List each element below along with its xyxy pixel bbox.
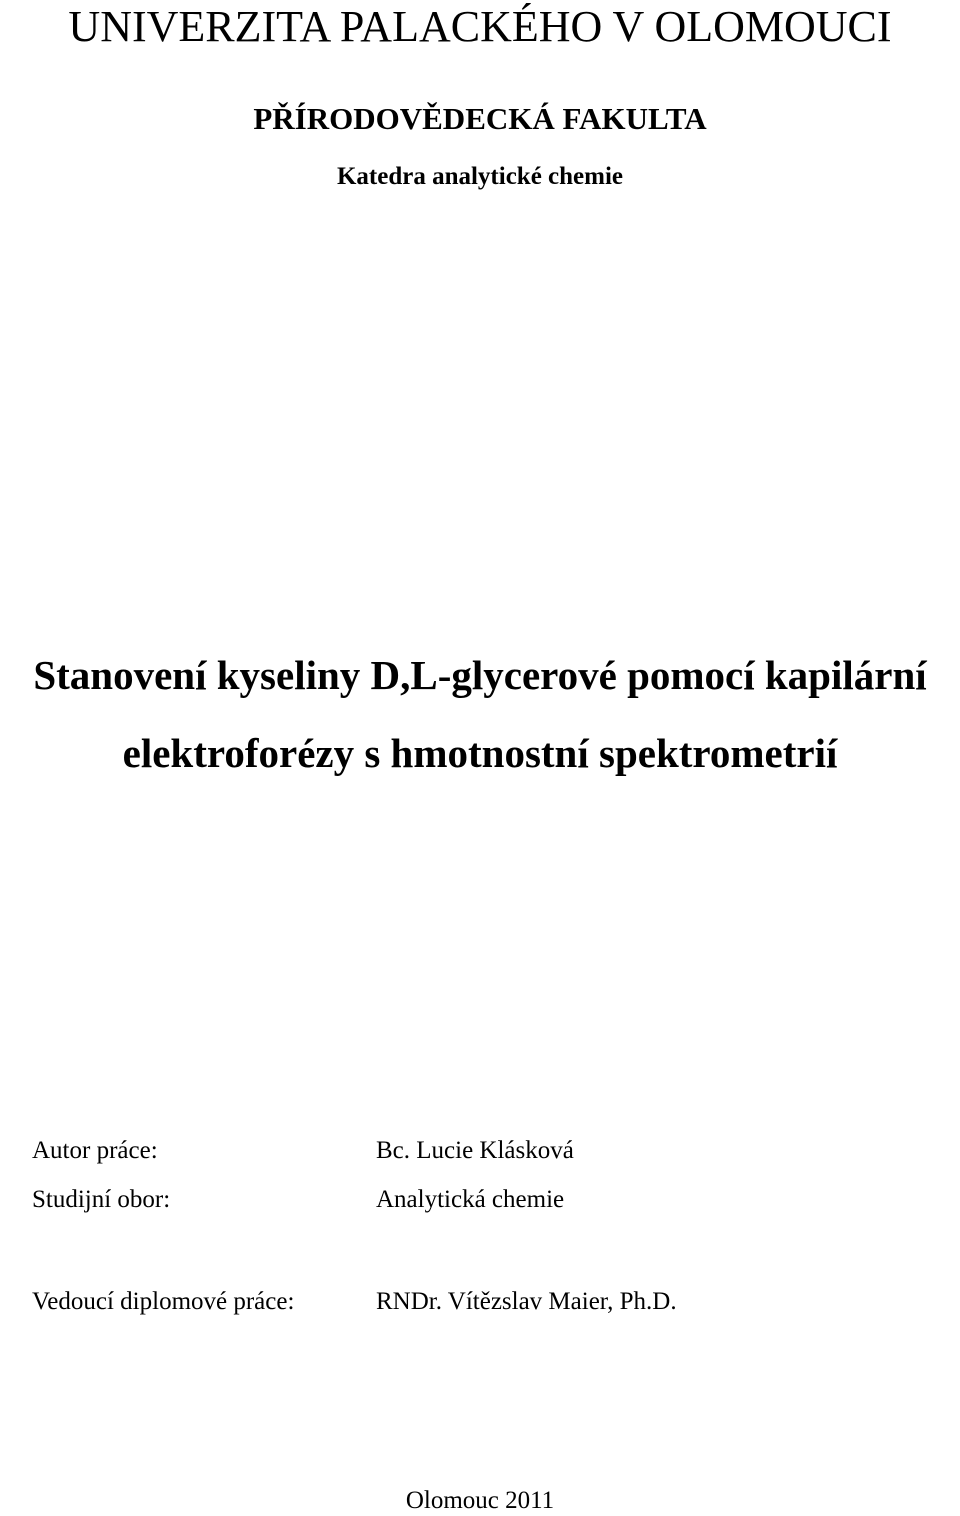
university-name: UNIVERZITA PALACKÉHO V OLOMOUCI	[68, 2, 892, 51]
department-name: Katedra analytické chemie	[336, 163, 624, 190]
field-of-study-label: Studijní obor:	[32, 1186, 171, 1213]
supervisor-value: RNDr. Vítězslav Maier, Ph.D.	[376, 1288, 677, 1315]
author-label: Autor práce:	[32, 1137, 158, 1164]
city-and-year: Olomouc 2011	[405, 1487, 555, 1514]
field-of-study-value: Analytická chemie	[376, 1186, 565, 1213]
faculty-name: PŘÍRODOVĚDECKÁ FAKULTA	[253, 101, 707, 136]
thesis-title-line-1: Stanovení kyseliny D,L-glycerové pomocí kapilární	[33, 652, 927, 698]
supervisor-label: Vedoucí diplomové práce:	[32, 1288, 295, 1315]
thesis-title-line-2: elektroforézy s hmotnostní spektrometrií	[122, 730, 838, 776]
author-value: Bc. Lucie Klásková	[376, 1137, 574, 1164]
